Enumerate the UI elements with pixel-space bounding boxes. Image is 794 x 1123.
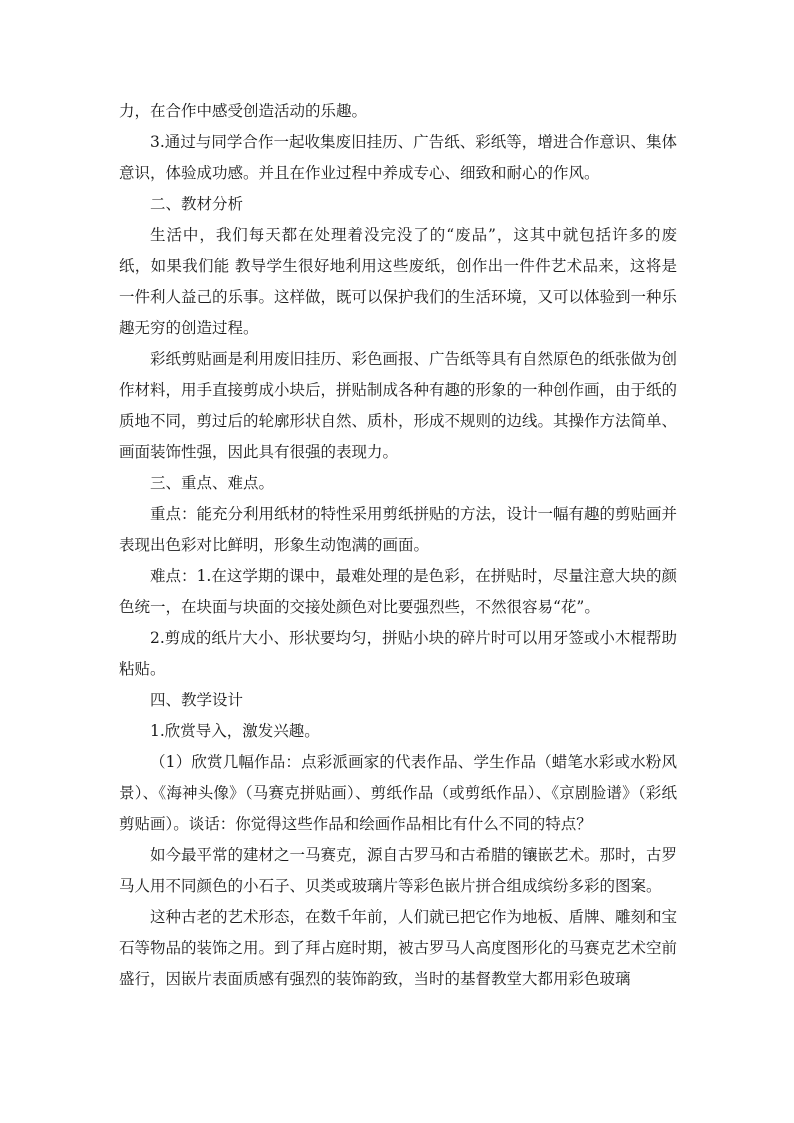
paragraph: 这种古老的艺术形态，在数千年前，人们就已把它作为地板、盾牌、雕刻和宝石等物品的装饰之用。到了拜占庭时期，被古罗马人高度图形化的马赛克艺术空前盛行，因嵌片表面质感有强烈的装饰韵致，当时的基督教堂大都用彩色玻璃 (119, 908, 678, 988)
section-heading: 四、教学设计 (150, 691, 244, 709)
section-heading: 三、重点、难点。 (150, 474, 275, 492)
paragraph: 难点：1.在这学期的课中，最难处理的是色彩，在拼贴时，尽量注意大块的颜色统一，在块面与块面的交接处颜色对比要强烈些，不然很容易“花”。 (119, 567, 677, 616)
paragraph: 1.欣赏导入，激发兴趣。 (150, 722, 320, 740)
paragraph: 如今最平常的建材之一马赛克，源自古罗马和古希腊的镶嵌艺术。那时，古罗马人用不同颜色的小石子、贝类或玻璃片等彩色嵌片拼合组成缤纷多彩的图案。 (119, 846, 678, 895)
section-heading: 二、教材分析 (150, 195, 244, 213)
paragraph: 力，在合作中感受创造活动的乐趣。 (119, 102, 368, 120)
paragraph: 3.通过与同学合作一起收集废旧挂历、广告纸、彩纸等，增进合作意识、集体意识，体验成功感。并且在作业过程中养成专心、细致和耐心的作风。 (119, 133, 677, 182)
paragraph: 彩纸剪贴画是利用废旧挂历、彩色画报、广告纸等具有自然原色的纸张做为创作材料，用手直接剪成小块后，拼贴制成各种有趣的形象的一种创作画，由于纸的质地不同，剪过后的轮廓形状自然、质朴，形成不规则的边线。其操作方法简单、画面装饰性强，因此具有很强的表现力。 (119, 350, 678, 461)
paragraph: （1）欣赏几幅作品：点彩派画家的代表作品、学生作品（蜡笔水彩或水粉风景）、《海神头像》（马赛克拼贴画）、剪纸作品（或剪纸作品）、《京剧脸谱》（彩纸剪贴画）。谈话：你觉得这些作品和绘画作品相比有什么不同的特点？ (119, 753, 677, 833)
paragraph: 生活中，我们每天都在处理着没完没了的“废品”，这其中就包括许多的废纸，如果我们能 教导学生很好地利用这些废纸，创作出一件件艺术品来，这将是一件利人益己的乐事。这样做，既可以保护我们的生活环境，又可以体验到一种乐趣无穷的创造过程。 (119, 226, 678, 337)
paragraph: 2.剪成的纸片大小、形状要均匀，拼贴小块的碎片时可以用牙签或小木棍帮助粘贴。 (119, 629, 677, 678)
document-body (119, 96, 677, 995)
paragraph: 重点：能充分利用纸材的特性采用剪纸拼贴的方法，设计一幅有趣的剪贴画并表现出色彩对比鲜明，形象生动饱满的画面。 (119, 505, 678, 554)
